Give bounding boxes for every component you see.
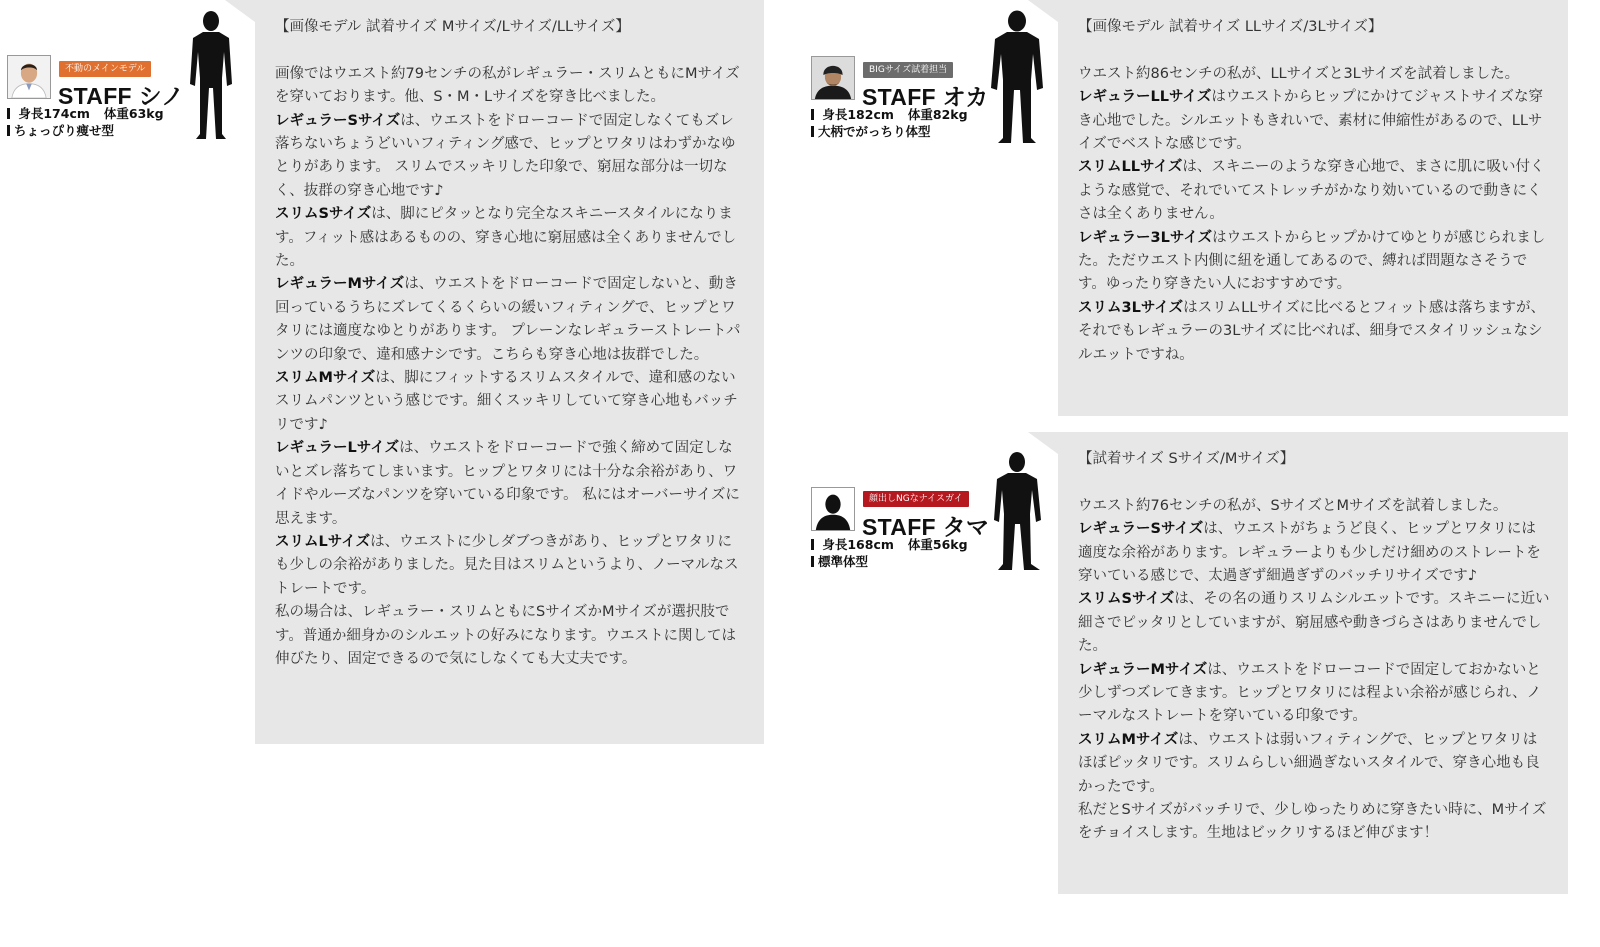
staff-badge: 顔出しNGなナイスガイ [863, 491, 969, 507]
comment-paragraph: スリムSサイズは、脚にピタッとなり完全なスキニースタイルになります。フィット感はあるものの、穿き心地に窮屈感は全くありませんでした。 [275, 206, 737, 270]
comment-title: 【試着サイズ Sサイズ/Mサイズ】 [1078, 451, 1295, 467]
size-term: スリムMサイズ [275, 370, 376, 387]
person-photo-icon [7, 55, 51, 99]
size-term: スリムSサイズ [1078, 591, 1175, 608]
staff-height: 身長174cm [18, 106, 90, 121]
comment-paragraph: 私だとSサイズがバッチリで、少しゆったりめに穿きたい時に、Mサイズをチョイスします。生地はビックリするほど伸びます！ [1078, 802, 1547, 842]
size-term: レギュラーSサイズ [1078, 521, 1204, 538]
comment-paragraph: レギュラーMサイズは、ウエストをドローコードで固定しないと、動き回っているうちにズレてくるくらいの緩いフィティングで、ヒップとワタリには適度なゆとりがあります。 プレーンなレギュラーストレートパンツの印象で、違和感ナシです。こちらも穿き心地は抜群でした。 [275, 276, 741, 363]
size-term: レギュラーSサイズ [275, 112, 401, 129]
comment-paragraph: スリムLLサイズは、スキニーのような穿き心地で、まさに肌に吸い付くような感覚で、それでいてストレッチがかなり効いているので動きにくさは全くありません。 [1078, 159, 1545, 223]
person-beanie-photo-icon [811, 56, 855, 100]
comment-paragraph: スリムMサイズは、脚にフィットするスリムスタイルで、違和感のないスリムパンツという感じです。細くスッキリしていて穿き心地もバッチリです♪ [275, 370, 738, 433]
size-term: レギュラーMサイズ [275, 276, 405, 293]
staff-stats [7, 104, 164, 122]
staff-name: STAFF タマ [862, 514, 990, 540]
comment-paragraph: ウエスト約86センチの私が、LLサイズと3Lサイズを試着しました。 [1078, 65, 1520, 82]
comment-paragraph: 私の場合は、レギュラー・スリムともにSサイズかMサイズが選択肢です。普通か細身かのシルエットの好みになります。ウエストに関しては伸びたり、固定できるので気にしなくても大丈夫です。 [275, 604, 737, 667]
comment-paragraph: レギュラー3Lサイズはウエストからヒップかけてゆとりが感じられました。ただウエスト内側に紐を通してあるので、縛れば問題なさそうです。ゆったり穿きたい人におすすめです。 [1078, 229, 1546, 293]
size-term: スリムLLサイズ [1078, 159, 1183, 176]
staff-weight: 体重63kg [103, 106, 164, 121]
staff-stats [811, 535, 968, 553]
comment-paragraph: スリムLサイズは、ウエストに少しダブつきがあり、ヒップとワタリにも少しの余裕がありました。見た目はスリムというより、ノーマルなストレートです。 [275, 533, 739, 597]
comment-paragraph: レギュラーSサイズは、ウエストがちょうど良く、ヒップとワタリには適度な余裕があります。レギュラーよりも少しだけ細めのストレートを穿いている感じで、太過ぎず細過ぎずのバッチリサイズです♪ [1078, 521, 1541, 585]
size-term: レギュラーMサイズ [1078, 661, 1208, 678]
comment-body [275, 63, 746, 672]
staff-body-type: ちょっぴり痩せ型 [7, 121, 114, 139]
staff-weight: 体重82kg [907, 107, 968, 122]
staff-body-type: 標準体型 [811, 552, 868, 570]
size-term: スリムLサイズ [275, 533, 371, 550]
comment-paragraph: スリム3LサイズはスリムLLサイズに比べるとフィット感は落ちますが、それでもレギュラーの3Lサイズに比べれば、細身でスタイリッシュなシルエットですね。 [1078, 299, 1546, 363]
staff-weight: 体重56kg [907, 537, 968, 552]
comment-body [1078, 495, 1550, 846]
standing-person-silhouette-icon [186, 8, 236, 140]
comment-title: 【画像モデル 試着サイズ Mサイズ/Lサイズ/LLサイズ】 [275, 19, 630, 35]
comment-paragraph: スリムSサイズは、その名の通りスリムシルエットです。スキニーに近い細さでピッタリとしていますが、窮屈感や動きづらさはありませんでした。 [1078, 591, 1550, 655]
comment-box [255, 0, 764, 744]
size-term: スリムSサイズ [275, 206, 372, 223]
comment-paragraph: レギュラーLLサイズはウエストからヒップにかけてジャストサイズな穿き心地でした。シルエットもきれいで、素材に伸縮性があるので、LLサイズでベストな感じです。 [1078, 89, 1543, 153]
staff-name: STAFF シノ [58, 83, 185, 109]
staff-height: 身長168cm [822, 537, 894, 552]
standing-person-silhouette-icon [988, 8, 1046, 144]
size-term: スリム3Lサイズ [1078, 299, 1184, 316]
staff-name: STAFF オカ [862, 84, 989, 110]
comment-box [1058, 0, 1568, 416]
comment-paragraph: スリムMサイズは、ウエストは弱いフィティングで、ヒップとワタリはほぼピッタリです。スリムらしい細過ぎないスタイルで、穿き心地も良かったです。 [1078, 731, 1540, 795]
staff-body-type: 大柄でがっちり体型 [811, 122, 931, 140]
comment-paragraph: レギュラーMサイズは、ウエストをドローコードで固定しておかないと少しずつズレてきます。ヒップとワタリには程よい余裕が感じられ、ノーマルなストレートを穿いている印象です。 [1078, 661, 1542, 725]
staff-badge: BIGサイズ試着担当 [863, 62, 953, 78]
size-term: レギュラーLLサイズ [1078, 89, 1212, 106]
size-term: スリムMサイズ [1078, 731, 1179, 748]
staff-badge: 不動のメインモデル [59, 61, 151, 77]
comment-body [1078, 63, 1550, 367]
comment-box [1058, 432, 1568, 894]
person-silhouette-icon [811, 487, 855, 531]
comment-paragraph: レギュラーLサイズは、ウエストをドローコードで強く締めて固定しないとズレ落ちてしまいます。ヒップとワタリには十分な余裕があり、ワイドやルーズなパンツを穿いている印象です。 私にはオーバーサイズに思えます。 [275, 440, 740, 527]
comment-paragraph: ウエスト約76センチの私が、SサイズとMサイズを試着しました。 [1078, 497, 1508, 514]
comment-title: 【画像モデル 試着サイズ LLサイズ/3Lサイズ】 [1078, 19, 1383, 35]
size-term: レギュラーLサイズ [275, 440, 400, 457]
size-term: レギュラー3Lサイズ [1078, 229, 1213, 246]
staff-stats [811, 105, 968, 123]
staff-height: 身長182cm [822, 107, 894, 122]
comment-paragraph: 画像ではウエスト約79センチの私がレギュラー・スリムともにMサイズを穿いております。他、S・M・Lサイズを穿き比べました。 [275, 65, 740, 106]
standing-person-silhouette-icon [990, 450, 1046, 572]
comment-paragraph: レギュラーSサイズは、ウエストをドローコードで固定しなくてもズレ落ちないちょうどいいフィティング感で、ヒップとワタリはわずかなゆとりがあります。 スリムでスッキリした印象で、窮屈な部分は一切なく、抜群の穿き心地です♪ [275, 112, 736, 199]
